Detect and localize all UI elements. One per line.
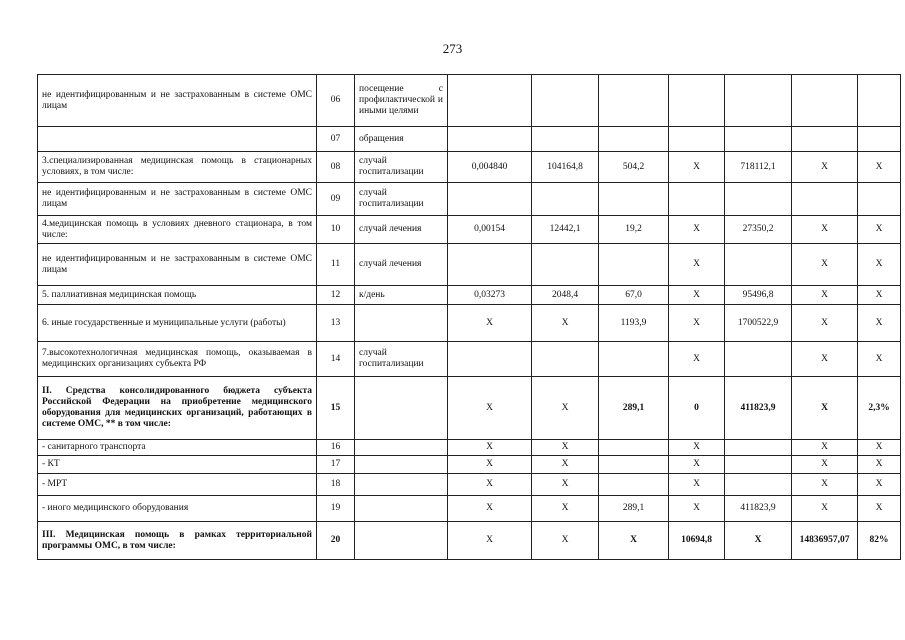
unit-cell: случай лечения (355, 216, 448, 244)
value-cell: 82% (858, 522, 901, 560)
row-name-cell: - иного медицинского оборудования (38, 496, 317, 522)
value-cell (599, 183, 669, 216)
value-cell (725, 342, 792, 377)
value-cell (725, 456, 792, 474)
value-cell: 0,03273 (448, 286, 532, 305)
row-name-cell: 4.медицинская помощь в условиях дневного стационара, в том числе: (38, 216, 317, 244)
value-cell (725, 75, 792, 127)
table-row (38, 496, 901, 522)
row-name-cell: 7.высокотехнологичная медицинская помощь, оказываемая в медицинских организациях субъекта РФ (38, 342, 317, 377)
value-cell: Х (448, 377, 532, 440)
value-cell: Х (669, 456, 725, 474)
value-cell: 95496,8 (725, 286, 792, 305)
value-cell: Х (858, 305, 901, 342)
value-cell (725, 474, 792, 496)
value-cell: 504,2 (599, 152, 669, 183)
row-name-cell: не идентифицированным и не застрахованным в системе ОМС лицам (38, 244, 317, 286)
row-name-cell: 5. паллиативная медицинская помощь (38, 286, 317, 305)
value-cell: Х (792, 152, 858, 183)
table-row (38, 522, 901, 560)
value-cell: Х (858, 286, 901, 305)
value-cell (599, 244, 669, 286)
row-name-cell: - санитарного транспорта (38, 440, 317, 456)
value-cell: Х (858, 440, 901, 456)
page-number: 273 (442, 41, 463, 56)
value-cell: Х (669, 305, 725, 342)
row-number-cell: 11 (317, 244, 355, 286)
row-name-cell: 6. иные государственные и муниципальные услуги (работы) (38, 305, 317, 342)
value-cell: Х (448, 496, 532, 522)
value-cell: Х (725, 522, 792, 560)
value-cell: 411823,9 (725, 377, 792, 440)
unit-cell: случай госпитализации (355, 183, 448, 216)
value-cell: 19,2 (599, 216, 669, 244)
value-cell (448, 244, 532, 286)
value-cell (448, 342, 532, 377)
unit-cell (355, 456, 448, 474)
value-cell (858, 75, 901, 127)
value-cell: Х (858, 496, 901, 522)
value-cell (858, 127, 901, 152)
value-cell: Х (448, 474, 532, 496)
value-cell: Х (792, 474, 858, 496)
value-cell (858, 183, 901, 216)
table-row (38, 377, 901, 440)
value-cell: 67,0 (599, 286, 669, 305)
table-row (38, 342, 901, 377)
row-name-cell: 3.специализированная медицинская помощь в стационарных условиях, в том числе: (38, 152, 317, 183)
value-cell: Х (669, 216, 725, 244)
value-cell: Х (858, 342, 901, 377)
value-cell: Х (669, 286, 725, 305)
value-cell: 289,1 (599, 496, 669, 522)
value-cell (448, 183, 532, 216)
row-number-cell: 08 (317, 152, 355, 183)
value-cell (792, 75, 858, 127)
row-number-cell: 07 (317, 127, 355, 152)
row-number-cell: 12 (317, 286, 355, 305)
value-cell (725, 127, 792, 152)
value-cell: Х (792, 286, 858, 305)
data-table (37, 74, 901, 560)
value-cell: Х (669, 474, 725, 496)
row-name-cell: не идентифицированным и не застрахованным в системе ОМС лицам (38, 183, 317, 216)
row-number-cell: 06 (317, 75, 355, 127)
value-cell: Х (669, 342, 725, 377)
value-cell: 411823,9 (725, 496, 792, 522)
value-cell (448, 127, 532, 152)
table-row (38, 440, 901, 456)
value-cell: Х (792, 244, 858, 286)
value-cell (599, 440, 669, 456)
value-cell: Х (792, 496, 858, 522)
table-row (38, 216, 901, 244)
value-cell: 14836957,07 (792, 522, 858, 560)
value-cell: 12442,1 (532, 216, 599, 244)
value-cell: Х (669, 152, 725, 183)
unit-cell (355, 305, 448, 342)
value-cell (669, 183, 725, 216)
value-cell: 0 (669, 377, 725, 440)
value-cell: Х (532, 522, 599, 560)
value-cell: 1700522,9 (725, 305, 792, 342)
table-row (38, 152, 901, 183)
unit-cell (355, 377, 448, 440)
value-cell: Х (792, 305, 858, 342)
value-cell: Х (858, 474, 901, 496)
value-cell (532, 75, 599, 127)
table-row (38, 474, 901, 496)
value-cell: Х (532, 456, 599, 474)
value-cell: Х (858, 244, 901, 286)
value-cell (448, 75, 532, 127)
value-cell (725, 183, 792, 216)
value-cell: Х (532, 377, 599, 440)
value-cell (669, 75, 725, 127)
value-cell (532, 342, 599, 377)
table-row (38, 183, 901, 216)
value-cell (599, 474, 669, 496)
value-cell (669, 127, 725, 152)
value-cell (725, 440, 792, 456)
row-name-cell (38, 127, 317, 152)
table-row (38, 456, 901, 474)
value-cell: Х (599, 522, 669, 560)
value-cell (725, 244, 792, 286)
row-number-cell: 10 (317, 216, 355, 244)
unit-cell: к/день (355, 286, 448, 305)
unit-cell: обращения (355, 127, 448, 152)
value-cell: Х (792, 456, 858, 474)
value-cell: Х (532, 305, 599, 342)
value-cell (792, 183, 858, 216)
value-cell: Х (792, 440, 858, 456)
unit-cell (355, 496, 448, 522)
value-cell: Х (448, 456, 532, 474)
value-cell: Х (858, 152, 901, 183)
value-cell: Х (448, 522, 532, 560)
row-number-cell: 18 (317, 474, 355, 496)
value-cell: Х (532, 496, 599, 522)
value-cell: 27350,2 (725, 216, 792, 244)
unit-cell (355, 522, 448, 560)
row-name-cell: III. Медицинская помощь в рамках территориальной программы ОМС, в том числе: (38, 522, 317, 560)
table-row (38, 75, 901, 127)
table-row (38, 305, 901, 342)
row-number-cell: 20 (317, 522, 355, 560)
value-cell: Х (792, 377, 858, 440)
value-cell: Х (669, 496, 725, 522)
value-cell (599, 75, 669, 127)
value-cell (599, 342, 669, 377)
value-cell: 0,00154 (448, 216, 532, 244)
value-cell: 718112,1 (725, 152, 792, 183)
value-cell (532, 244, 599, 286)
unit-cell (355, 474, 448, 496)
row-number-cell: 16 (317, 440, 355, 456)
value-cell: 289,1 (599, 377, 669, 440)
value-cell: Х (669, 440, 725, 456)
value-cell: 10694,8 (669, 522, 725, 560)
table-row (38, 127, 901, 152)
unit-cell: случай лечения (355, 244, 448, 286)
value-cell: Х (858, 216, 901, 244)
value-cell: 104164,8 (532, 152, 599, 183)
row-number-cell: 09 (317, 183, 355, 216)
value-cell: Х (792, 342, 858, 377)
value-cell (532, 183, 599, 216)
value-cell: 1193,9 (599, 305, 669, 342)
value-cell: Х (858, 456, 901, 474)
row-number-cell: 15 (317, 377, 355, 440)
value-cell: 0,004840 (448, 152, 532, 183)
row-number-cell: 19 (317, 496, 355, 522)
value-cell (792, 127, 858, 152)
value-cell: Х (532, 474, 599, 496)
row-name-cell: - КТ (38, 456, 317, 474)
row-name-cell: не идентифицированным и не застрахованным в системе ОМС лицам (38, 75, 317, 127)
row-number-cell: 14 (317, 342, 355, 377)
value-cell (532, 127, 599, 152)
row-name-cell: - МРТ (38, 474, 317, 496)
value-cell: 2048,4 (532, 286, 599, 305)
value-cell: Х (792, 216, 858, 244)
value-cell: Х (532, 440, 599, 456)
value-cell: 2,3% (858, 377, 901, 440)
unit-cell: случай госпитализации (355, 152, 448, 183)
row-name-cell: II. Средства консолидированного бюджета субъекта Российской Федерации на приобретение медицинского оборудования для медицинских организаций, работающих в системе ОМС, ** в том числе: (38, 377, 317, 440)
value-cell: Х (448, 305, 532, 342)
unit-cell: случай госпитализации (355, 342, 448, 377)
value-cell (599, 456, 669, 474)
table-row (38, 244, 901, 286)
value-cell: Х (669, 244, 725, 286)
unit-cell (355, 440, 448, 456)
value-cell: Х (448, 440, 532, 456)
unit-cell: посещение с профилактической и иными целями (355, 75, 448, 127)
value-cell (599, 127, 669, 152)
row-number-cell: 17 (317, 456, 355, 474)
row-number-cell: 13 (317, 305, 355, 342)
table-row (38, 286, 901, 305)
